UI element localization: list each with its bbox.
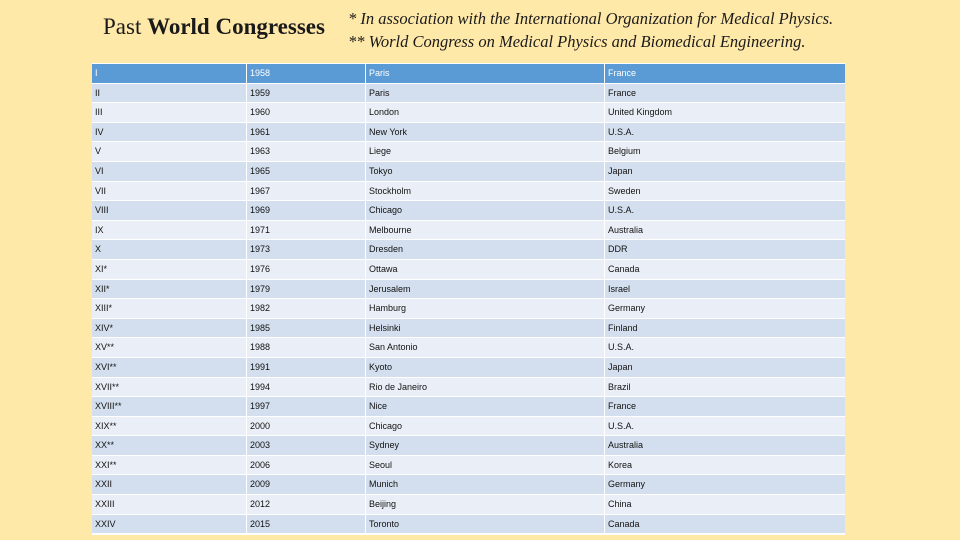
congress-country: Japan [608,361,633,372]
congress-city: New York [366,123,605,142]
congress-country: Brazil [608,381,631,392]
table-row [92,141,845,161]
table-row [92,416,845,436]
congress-year: 1979 [247,280,366,299]
congress-year: 1982 [247,299,366,318]
congress-year: 1959 [247,84,366,103]
congress-year: 1969 [247,201,366,220]
congress-city: Sydney [366,436,605,455]
congress-number: X [92,240,247,259]
congress-number: I [92,64,247,83]
congress-number: II [92,84,247,103]
congress-country: U.S.A. [608,342,635,353]
table-header-row [92,63,845,83]
congress-number: VII [92,182,247,201]
congress-year: 1965 [247,162,366,181]
congress-city: Seoul [366,456,605,475]
congress-city: Kyoto [366,358,605,377]
congress-country: Canada [608,518,640,529]
table-row [92,298,845,318]
congress-number: V [92,142,247,161]
table-row [92,377,845,397]
congress-number: XVIII** [92,397,247,416]
congress-city: Beijing [366,495,605,514]
congress-year: 1960 [247,103,366,122]
congress-city: Paris [366,64,605,83]
table-row [92,200,845,220]
congress-city: Melbourne [366,221,605,240]
congress-city: Rio de Janeiro [366,378,605,397]
congress-city: Stockholm [366,182,605,201]
congress-city: Helsinki [366,319,605,338]
table-row [92,435,845,455]
congress-country: Israel [608,283,631,294]
congress-year: 2009 [247,475,366,494]
congress-number: XV** [92,338,247,357]
congress-number: XII* [92,280,247,299]
table-row [92,357,845,377]
congress-country: Canada [608,263,640,274]
table-row [92,494,845,514]
congress-city: Liege [366,142,605,161]
congress-country: France [608,87,637,98]
congress-number: III [92,103,247,122]
congress-country: Australia [608,224,644,235]
congress-year: 1961 [247,123,366,142]
table-row [92,337,845,357]
congress-number: XIV* [92,319,247,338]
congress-number: VIII [92,201,247,220]
congress-year: 1971 [247,221,366,240]
congress-year: 1994 [247,378,366,397]
congress-country: U.S.A. [608,126,635,137]
congress-year: 2000 [247,417,366,436]
title-bold: World Congresses [147,14,325,39]
congress-year: 1985 [247,319,366,338]
congress-country: France [608,401,637,412]
congress-year: 2003 [247,436,366,455]
page-title [103,14,325,40]
congress-number: XI* [92,260,247,279]
congress-year: 2006 [247,456,366,475]
congress-country: Sweden [608,185,641,196]
congress-country: United Kingdom [608,107,673,118]
congress-city: Jerusalem [366,280,605,299]
congress-country: Australia [608,440,644,451]
congress-city: Tokyo [366,162,605,181]
table-row [92,122,845,142]
congress-year: 1988 [247,338,366,357]
congress-year: 1997 [247,397,366,416]
congress-country: Japan [608,165,633,176]
congress-table [92,63,845,535]
congress-country: U.S.A. [608,420,635,431]
congress-country: France [608,68,637,78]
footnote-wc: ** World Congress on Medical Physics and Biomedical Engineering. [348,32,806,51]
congress-year: 1991 [247,358,366,377]
congress-country: DDR [608,244,628,255]
congress-city: Dresden [366,240,605,259]
table-row [92,474,845,494]
footnote-iomp: * In association with the International Organization for Medical Physics. [348,9,834,28]
table-row [92,455,845,475]
table-row [92,181,845,201]
congress-number: IV [92,123,247,142]
congress-city: London [366,103,605,122]
congress-country: Belgium [608,146,641,157]
congress-city: Paris [366,84,605,103]
congress-number: XVII** [92,378,247,397]
congress-country: Finland [608,322,638,333]
congress-country: China [608,499,632,510]
congress-city: Toronto [366,515,605,534]
congress-year: 2012 [247,495,366,514]
table-row [92,259,845,279]
congress-country: Germany [608,479,646,490]
congress-number: XIX** [92,417,247,436]
congress-year: 1963 [247,142,366,161]
table-row [92,396,845,416]
congress-city: Nice [366,397,605,416]
congress-year: 1958 [247,64,366,83]
congress-city: Ottawa [366,260,605,279]
footnotes [348,7,833,53]
table-row [92,514,845,534]
congress-year: 2015 [247,515,366,534]
table-row [92,318,845,338]
congress-country: Korea [608,459,633,470]
congress-number: XX** [92,436,247,455]
congress-country: Germany [608,303,646,314]
congress-city: Munich [366,475,605,494]
congress-number: VI [92,162,247,181]
congress-number: XXIV [92,515,247,534]
table-row [92,83,845,103]
congress-city: Chicago [366,417,605,436]
congress-year: 1967 [247,182,366,201]
congress-number: XIII* [92,299,247,318]
congress-city: Hamburg [366,299,605,318]
congress-number: XXII [92,475,247,494]
congress-year: 1976 [247,260,366,279]
congress-number: XXIII [92,495,247,514]
table-row [92,102,845,122]
congress-number: XXI** [92,456,247,475]
congress-country: U.S.A. [608,205,635,216]
congress-number: IX [92,221,247,240]
congress-year: 1973 [247,240,366,259]
title-prefix: Past [103,14,148,39]
table-row [92,161,845,181]
table-row [92,279,845,299]
congress-city: Chicago [366,201,605,220]
congress-number: XVI** [92,358,247,377]
table-row [92,220,845,240]
congress-city: San Antonio [366,338,605,357]
table-row [92,239,845,259]
